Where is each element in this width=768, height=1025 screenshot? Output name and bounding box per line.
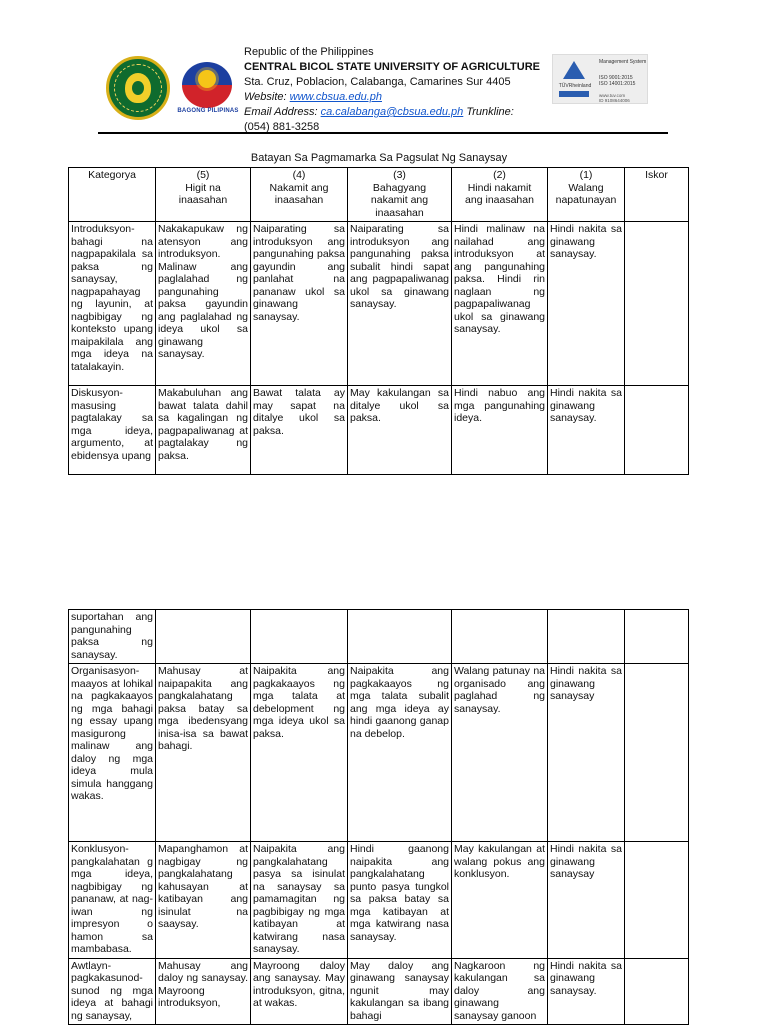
iso-9001: ISO 9001:2015 (599, 75, 633, 81)
category-cell: Konklusyon-pangkalahatan g mga ideya, nagbibigay ng pananaw, at nag-iwan ng impresyon o hamon sa mambabasa. (69, 842, 156, 959)
criterion-cell (156, 610, 251, 664)
header-row (69, 168, 689, 222)
score-cell[interactable] (625, 610, 689, 664)
header-cell (452, 168, 548, 222)
criterion-cell: May kakulangan sa ditalye ukol sa paksa. (348, 386, 452, 475)
criterion-cell: Makabuluhan ang bawat talata dahil sa kagalingan ng pagpapaliwanag at pagtalakay ng paksa. (156, 386, 251, 475)
header-score-2: (2) Hindi nakamit ang inaasahan (465, 169, 534, 206)
website-label: Website: (244, 91, 287, 103)
website-link[interactable]: www.cbsua.edu.ph (289, 91, 382, 103)
criterion-cell: Hindi nakita sa ginawang sanaysay. (548, 958, 625, 1025)
category-cell: Awtlayn-pagkakasunod-sunod ng mga ideya at bahagi ng sanaysay, (69, 958, 156, 1025)
certified-bar (559, 91, 589, 97)
tuv-rheinland-certified-logo (552, 54, 648, 104)
criterion-cell: Hindi malinaw na nailahad ang introduksyon at ang pangunahing paksa. Hindi rin naglaan ng pagpapaliwanag ukol sa ginawang sanaysay. (452, 222, 548, 386)
iso-standards (599, 75, 647, 87)
table-row (69, 610, 689, 664)
iso-14001: ISO 14001:2015 (599, 81, 636, 87)
category-cell: Diskusyon-masusing pagtalakay sa mga ideya, argumento, at ebidensya upang (69, 386, 156, 475)
seal-center (132, 81, 144, 95)
cert-id: ID 9108644006 (599, 98, 630, 103)
bagong-pilipinas-logo (174, 54, 242, 120)
score-cell[interactable] (625, 222, 689, 386)
header-score-1: (1) Walang napatunayan (555, 169, 617, 206)
trunkline-label: Trunkline: (466, 106, 514, 118)
header-cell (69, 168, 156, 222)
criterion-cell: Nakakapukaw ng atensyon ang introduksyon. Malinaw ang paglalahad ng pangunahing paksa gayundin ang paglalahad ng ideya ukol sa ginawang sanaysay. (156, 222, 251, 386)
table-row (69, 222, 689, 386)
category-cell: Organisasyon-maayos at lohikal na pagkakaayos ng mga bahagi ng essay upang masigurong malinaw ang daloy ng mga ideya mula simula hanggang wakas. (69, 664, 156, 842)
table-row (69, 386, 689, 475)
header-cell (548, 168, 625, 222)
cert-site (599, 93, 647, 103)
trunkline-number: (054) 881-3258 (244, 121, 320, 133)
score-cell[interactable] (625, 664, 689, 842)
criterion-cell: Mayroong daloy ang sanaysay. May introduksyon, gitna, at wakas. (251, 958, 348, 1025)
criterion-cell: Hindi gaanong naipakita ang pangkalahatang punto pasya tungkol sa paksa batay sa mga katibayan at mga katwirang nasa sanaysay. (348, 842, 452, 959)
table-row (69, 958, 689, 1025)
tuv-triangle-icon (563, 61, 585, 79)
criterion-cell: Mapanghamon at nagbigay ng pangkalahatang kahusayan at katibayan ang isinulat na saaysay. (156, 842, 251, 959)
website-line (244, 90, 544, 105)
score-cell[interactable] (625, 958, 689, 1025)
criterion-cell: Mahusay ang daloy ng sanaysay. Mayroong introduksyon, (156, 958, 251, 1025)
criterion-cell: Bawat talata ay may sapat na ditalye ukol sa paksa. (251, 386, 348, 475)
criterion-cell: Walang patunay na organisado ang paglahad ng sanaysay. (452, 664, 548, 842)
header-cell (348, 168, 452, 222)
bagong-pilipinas-caption: BAGONG PILIPINAS (177, 108, 239, 114)
cbsua-seal-logo (106, 56, 170, 120)
table-row (69, 664, 689, 842)
republic-line: Republic of the Philippines (244, 46, 374, 58)
letterhead-text (244, 45, 544, 135)
university-name: CENTRAL BICOL STATE UNIVERSITY OF AGRICULTURE (244, 61, 540, 73)
criterion-cell: Naiparating sa introduksyon ang pangunahing paksa gayundin ang panlahat na pananaw ukol sa ginawang sanaysay. (251, 222, 348, 386)
criterion-cell: May daloy ang ginawang sanaysay ngunit may kakulangan sa ibang bahagi (348, 958, 452, 1025)
email-link[interactable]: ca.calabanga@cbsua.edu.ph (320, 106, 464, 118)
criterion-cell: Mahusay at naipapakita ang pangkalahatang paksa batay sa mga ibedensyang inisa-isa sa bawat bahagi. (156, 664, 251, 842)
header-iskor: Iskor (645, 169, 668, 181)
header-score-5: (5) Higit na inaasahan (178, 169, 228, 206)
score-cell[interactable] (625, 386, 689, 475)
email-line (244, 105, 544, 120)
rubric-table-page-2 (68, 609, 689, 1025)
sun-icon (198, 70, 216, 88)
criterion-cell (452, 610, 548, 664)
criterion-cell: Hindi nakita sa ginawang sanaysay (548, 664, 625, 842)
table-row (69, 842, 689, 959)
header-cell (251, 168, 348, 222)
header-cell (156, 168, 251, 222)
header-kategorya: Kategorya (88, 169, 136, 181)
rubric-title: Batayan Sa Pagmamarka Sa Pagsulat Ng Sanaysay (250, 152, 508, 164)
criterion-cell: Naipakita ang pagkakaayos ng mga talata at debelopment ng mga ideya ukol sa paksa. (251, 664, 348, 842)
criterion-cell: Hindi nakita sa ginawang sanaysay. (548, 222, 625, 386)
address-line: Sta. Cruz, Poblacion, Calabanga, Camarines Sur 4405 (244, 76, 511, 88)
criterion-cell: Nagkaroon ng kakulangan sa daloy ang ginawang sanaysay ganoon (452, 958, 548, 1025)
criterion-cell: Naiparating sa introduksyon ang pangunahing paksa subalit hindi sapat ang pagpapaliwanag ukol sa ginawang sanaysay. (348, 222, 452, 386)
criterion-cell: Hindi nakita sa ginawang sanaysay. (548, 386, 625, 475)
header-score-3: (3) Bahagyang nakamit ang inaasahan (370, 169, 429, 219)
management-system-label: Management System (599, 59, 647, 65)
criterion-cell: Naipakita ang pangkalahatang pasya sa isinulat na sanaysay sa pamamagitan ng pagbibigay ng mga katibayan at katwirang nasa sanaysay. (251, 842, 348, 959)
criterion-cell (348, 610, 452, 664)
category-cell: Introduksyon-bahagi na nagpapakilala sa paksa ng sanaysay, nagpapahayag ng layunin, at nagbibigay ng konteksto upang maipakilala ang mga ideya na tatalakayin. (69, 222, 156, 386)
criterion-cell: May kakulangan at walang pokus ang konklusyon. (452, 842, 548, 959)
email-label: Email Address: (244, 106, 318, 118)
criterion-cell (251, 610, 348, 664)
header-cell (625, 168, 689, 222)
letterhead-divider (98, 132, 668, 134)
category-cell: suportahan ang pangunahing paksa ng sanaysay. (69, 610, 156, 664)
criterion-cell: Hindi nabuo ang mga pangunahing ideya. (452, 386, 548, 475)
rubric-table-page-1 (68, 167, 689, 475)
header-score-4: (4) Nakamit ang inaasahan (269, 169, 329, 206)
tuv-brand: TÜVRheinland (558, 83, 592, 89)
criterion-cell: Naipakita ang pagkakaayos ng mga talata subalit ang mga ideya ay hindi gaanong ganap na debelop. (348, 664, 452, 842)
criterion-cell: Hindi nakita sa ginawang sanaysay (548, 842, 625, 959)
cert-url: www.tuv.com (599, 93, 626, 98)
score-cell[interactable] (625, 842, 689, 959)
criterion-cell (548, 610, 625, 664)
